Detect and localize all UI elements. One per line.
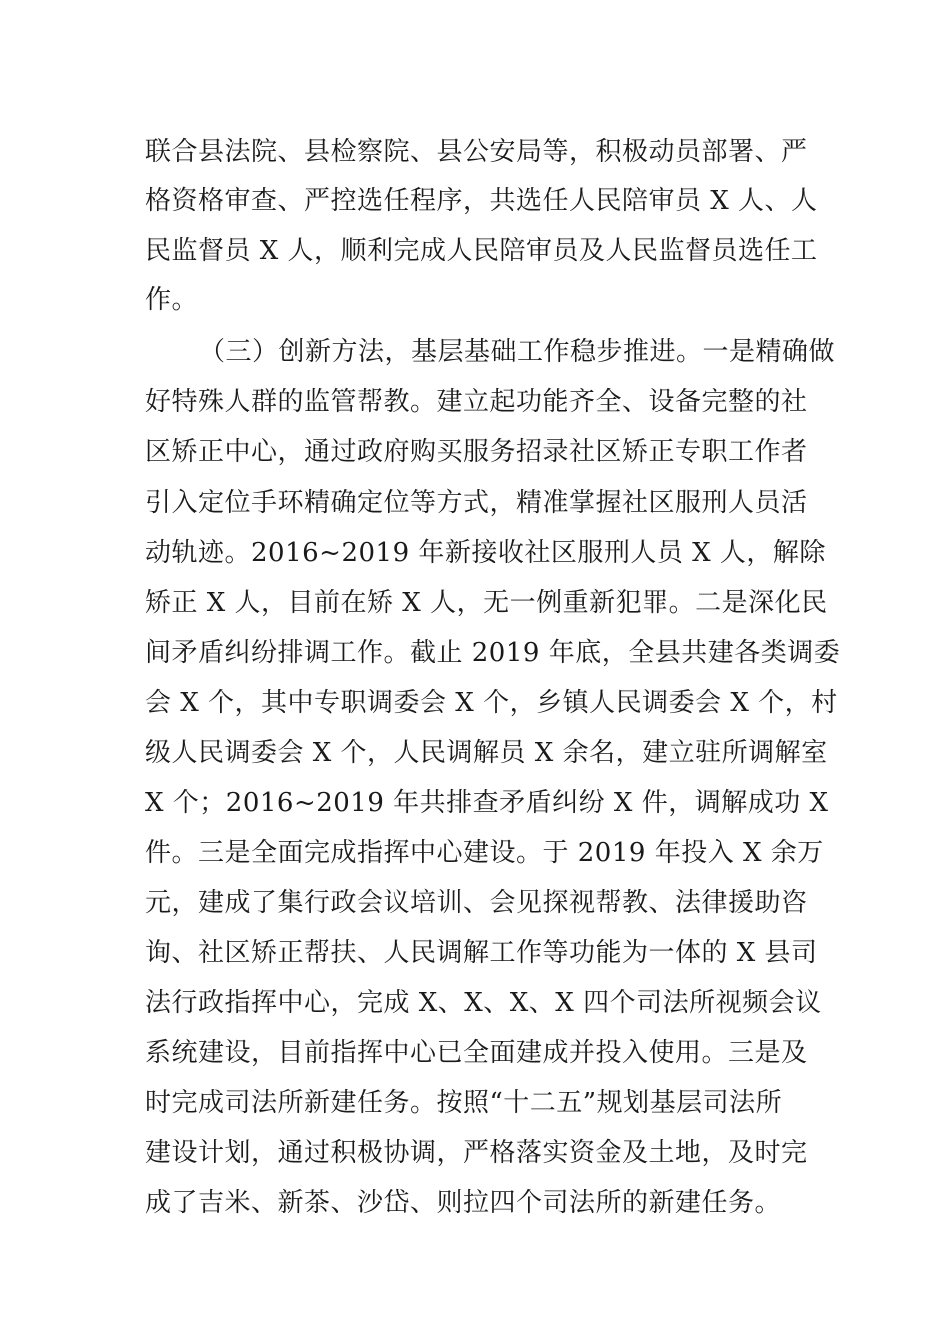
paragraph-2-line-6: 矫正 X 人，目前在矫 X 人，无一例重新犯罪。二是深化民 [145, 588, 828, 618]
paragraph-2-line-5: 动轨迹。2016~2019 年新接收社区服刑人员 X 人，解除 [145, 538, 826, 568]
paragraph-2-line-11: 件。三是全面完成指挥中心建设。于 2019 年投入 X 余万 [145, 838, 824, 868]
paragraph-2-line-10: X 个；2016~2019 年共排查矛盾纠纷 X 件，调解成功 X [145, 788, 829, 818]
paragraph-2-line-4: 引入定位手环精确定位等方式，精准掌握社区服刑人员活 [145, 488, 808, 518]
paragraph-1-line-1: 联合县法院、县检察院、县公安局等，积极动员部署、严 [145, 137, 808, 167]
paragraph-1-line-2: 格资格审查、严控选任程序，共选任人民陪审员 X 人、人 [145, 186, 818, 216]
paragraph-2-line-16: 时完成司法所新建任务。按照“十二五”规划基层司法所 [145, 1088, 783, 1118]
paragraph-2-line-14: 法行政指挥中心，完成 X、X、X、X 四个司法所视频会议 [145, 988, 822, 1018]
paragraph-2-line-1: （三）创新方法，基层基础工作稳步推进。一是精确做 [199, 337, 836, 367]
paragraph-2-line-13: 询、社区矫正帮扶、人民调解工作等功能为一体的 X 县司 [145, 938, 818, 968]
paragraph-2-line-7: 间矛盾纠纷排调工作。截止 2019 年底，全县共建各类调委 [145, 638, 841, 668]
paragraph-1-line-3: 民监督员 X 人，顺利完成人民陪审员及人民监督员选任工 [145, 236, 818, 266]
paragraph-2-line-18: 成了吉米、新茶、沙岱、则拉四个司法所的新建任务。 [145, 1188, 782, 1218]
paragraph-2-line-12: 元，建成了集行政会议培训、会见探视帮教、法律援助咨 [145, 888, 808, 918]
paragraph-2-line-17: 建设计划，通过积极协调，严格落实资金及土地，及时完 [145, 1138, 808, 1168]
paragraph-2-line-8: 会 X 个，其中专职调委会 X 个，乡镇人民调委会 X 个，村 [145, 688, 838, 718]
paragraph-2-line-3: 区矫正中心，通过政府购买服务招录社区矫正专职工作者 [145, 437, 808, 467]
paragraph-2-line-2: 好特殊人群的监管帮教。建立起功能齐全、设备完整的社 [145, 387, 808, 417]
paragraph-1-line-4: 作。 [145, 285, 199, 315]
paragraph-2-line-15: 系统建设，目前指挥中心已全面建成并投入使用。三是及 [145, 1038, 808, 1068]
paragraph-2-line-9: 级人民调委会 X 个，人民调解员 X 余名，建立驻所调解室 [145, 738, 828, 768]
